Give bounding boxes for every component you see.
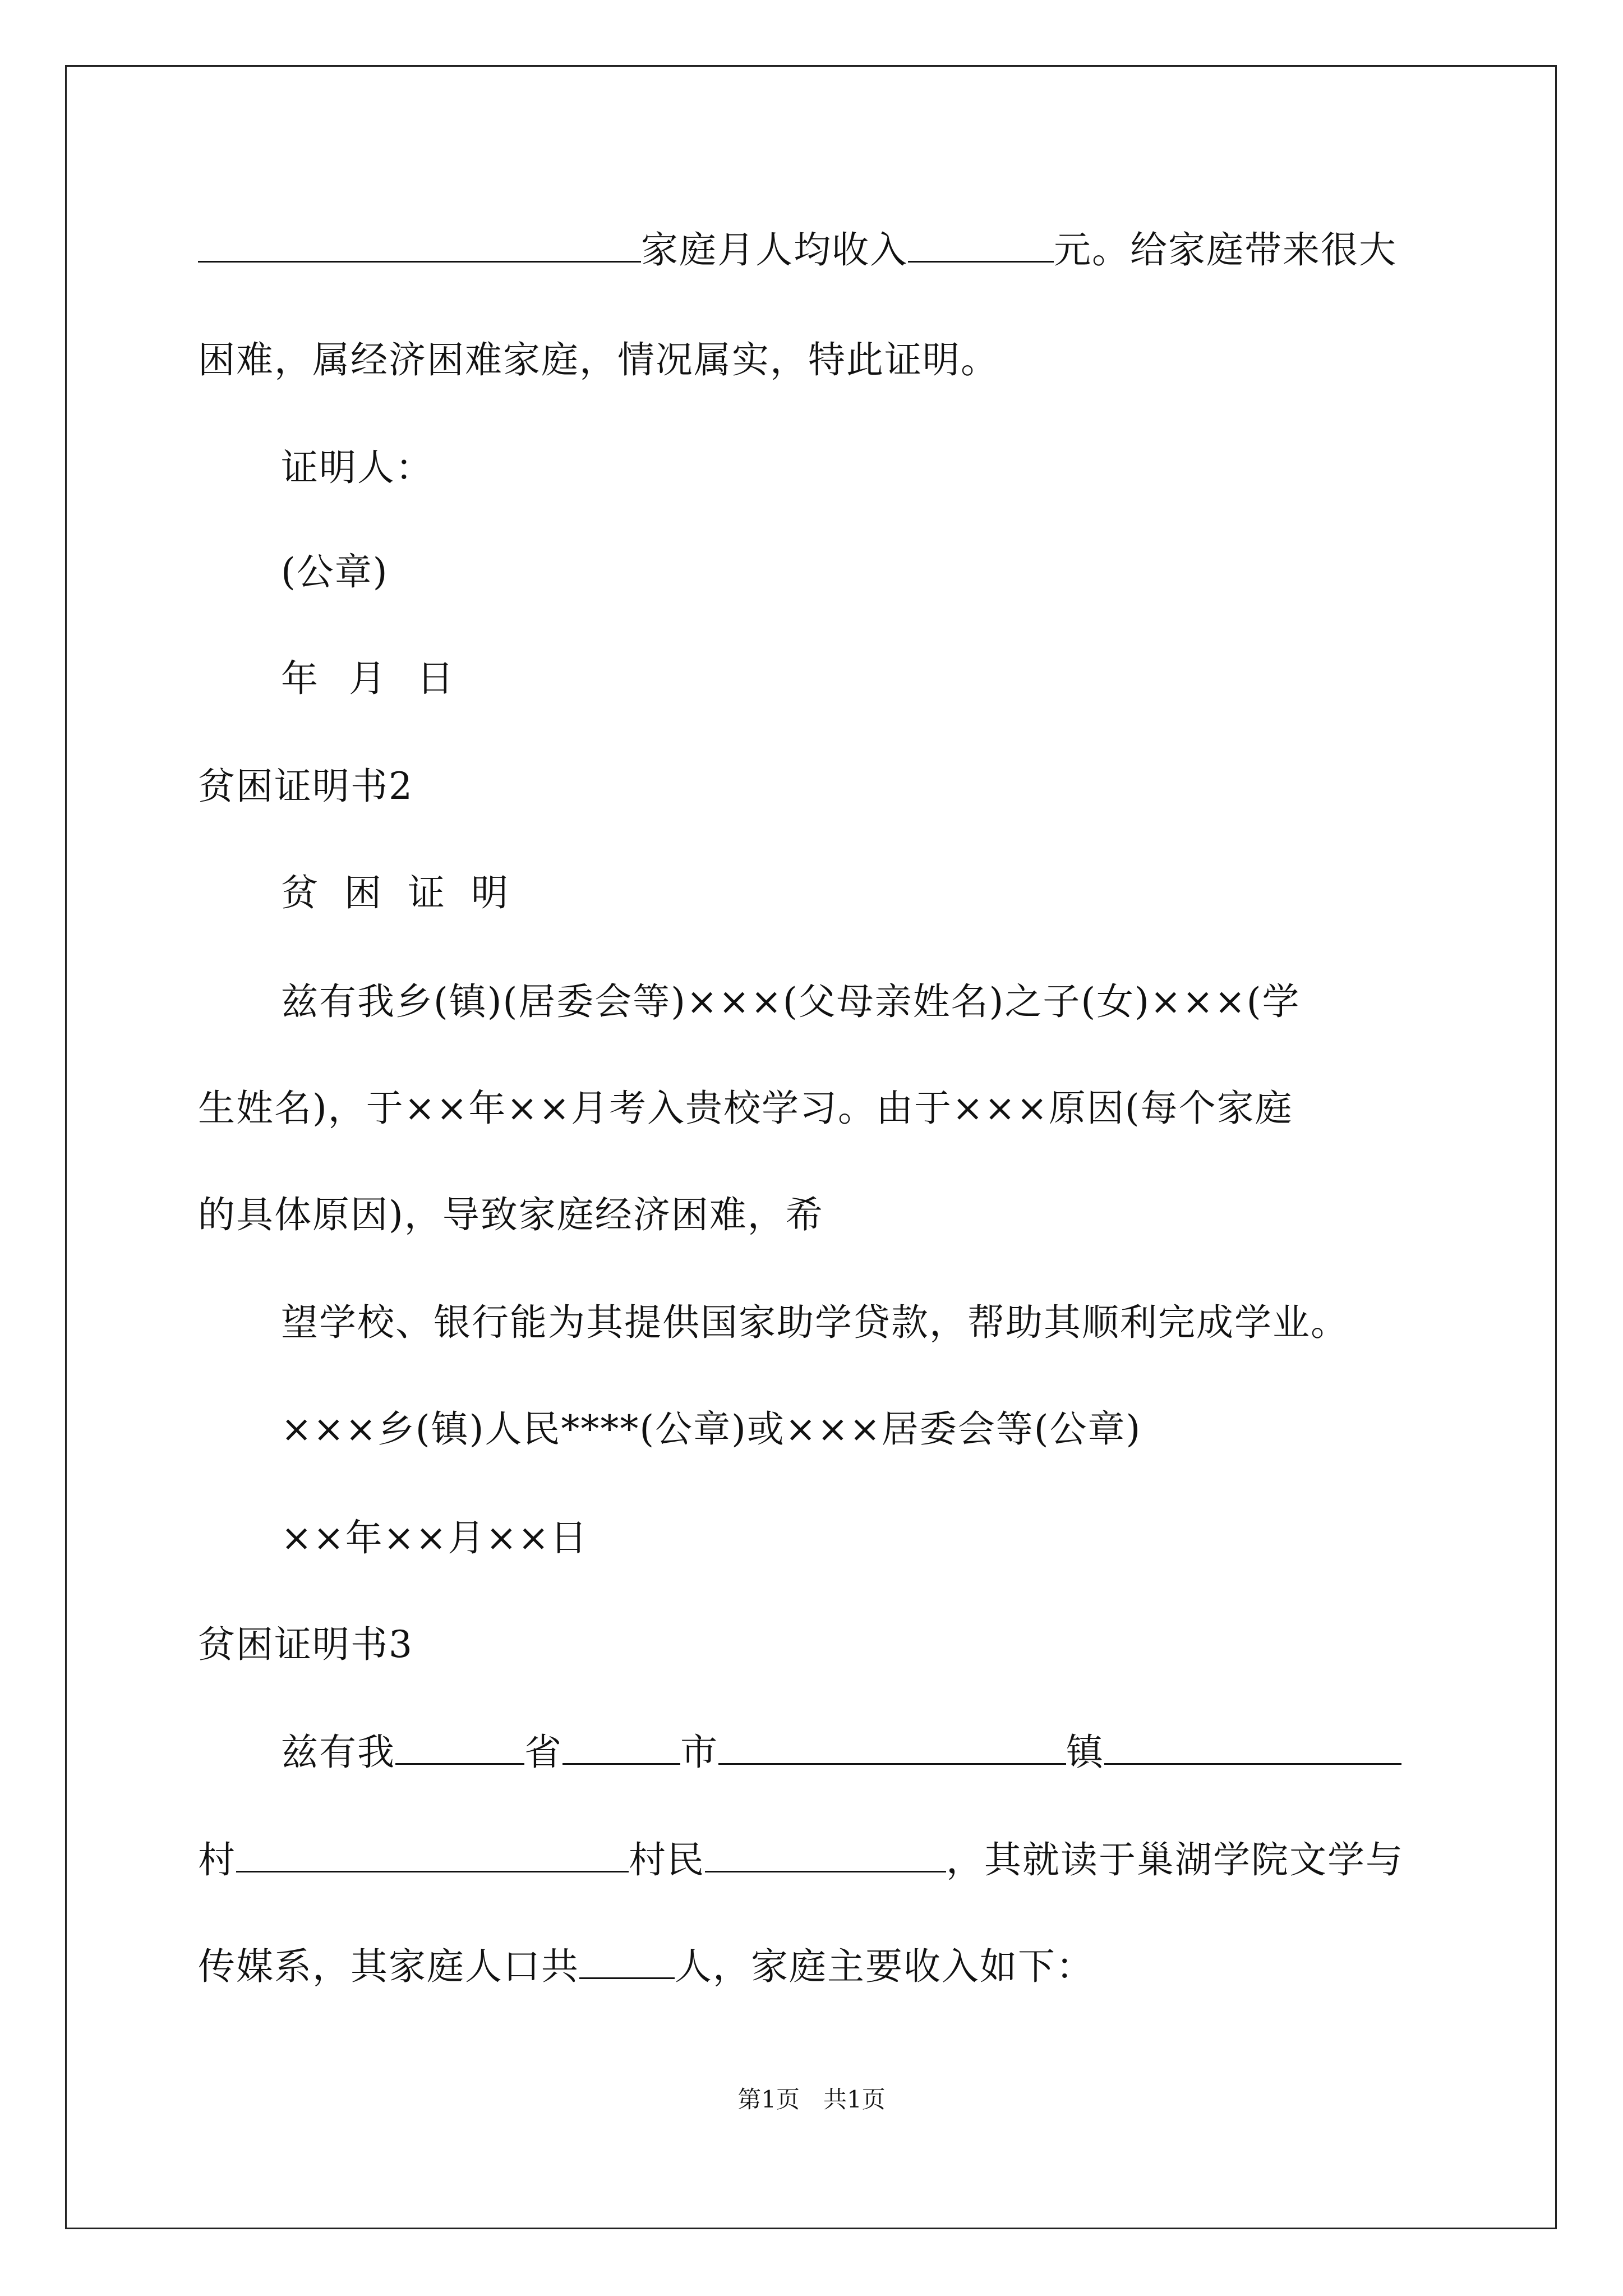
text-line-11: 望学校、银行能为其提供国家助学贷款，帮助其顺利完成学业。 xyxy=(281,1301,1349,1344)
issue-date: ××年××月××日 xyxy=(281,1516,588,1559)
text-line-2: 困难，属经济困难家庭，情况属实，特此证明。 xyxy=(198,338,999,381)
text-fragment: 村民 xyxy=(629,1838,705,1881)
text-line-8: 兹有我乡(镇)(居委会等)×××(父母亲姓名)之子(女)×××(学 xyxy=(281,980,1301,1023)
date-label: 年 月 日 xyxy=(281,657,455,700)
text-fragment: 家庭月人均收入 xyxy=(641,228,908,272)
text-line-17 xyxy=(198,1944,1094,1989)
text-fragment: 兹有我 xyxy=(281,1731,395,1774)
blank-field xyxy=(908,232,1054,263)
text-fragment: 市 xyxy=(680,1731,718,1774)
blank-field xyxy=(395,1734,524,1765)
blank-field xyxy=(562,1734,680,1765)
page-border xyxy=(65,65,1557,2229)
text-line-15 xyxy=(281,1730,1401,1775)
text-line-10: 的具体原因)，导致家庭经济困难，希 xyxy=(198,1193,824,1236)
blank-field xyxy=(718,1734,1066,1765)
blank-field xyxy=(579,1948,675,1979)
blank-field xyxy=(1104,1734,1401,1765)
blank-field xyxy=(198,232,641,263)
page-footer: 第1页 共1页 xyxy=(737,2086,886,2113)
blank-field xyxy=(705,1842,946,1872)
issuer-line: ×××乡(镇)人民****(公章)或×××居委会等(公章) xyxy=(281,1407,1142,1451)
section-title-2: 贫困证明书2 xyxy=(198,765,413,808)
text-fragment: 传媒系，其家庭人口共 xyxy=(198,1945,579,1988)
official-seal-label: (公章) xyxy=(281,550,389,593)
text-line-1 xyxy=(198,228,1397,273)
section-title-3: 贫困证明书3 xyxy=(198,1623,413,1666)
certifier-label: 证明人： xyxy=(281,446,434,489)
text-line-16 xyxy=(198,1838,1404,1883)
text-fragment: ，其就读于巢湖学院文学与 xyxy=(946,1838,1404,1881)
text-fragment: 镇 xyxy=(1066,1731,1104,1774)
text-line-9: 生姓名)，于××年××月考入贵校学习。由于×××原因(每个家庭 xyxy=(198,1087,1293,1130)
text-fragment: 省 xyxy=(524,1731,562,1774)
text-fragment: 村 xyxy=(198,1838,236,1881)
certificate-heading: 贫 困 证 明 xyxy=(281,871,509,914)
blank-field xyxy=(236,1842,629,1872)
text-fragment: 人，家庭主要收入如下： xyxy=(675,1945,1094,1988)
text-fragment: 元。给家庭带来很大 xyxy=(1054,228,1397,272)
